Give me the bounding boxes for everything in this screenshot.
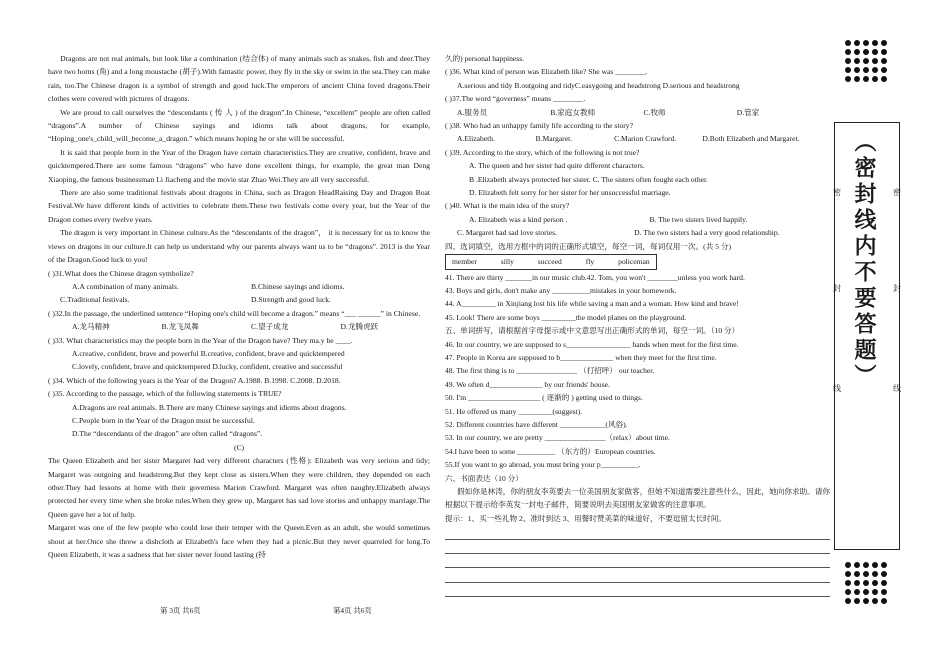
q38-option-d: D.Both Elizabeth and Margaret. bbox=[702, 134, 800, 144]
question-51: 51. He offered us many _________(suggest). bbox=[445, 406, 583, 416]
registration-dots-bottom bbox=[845, 562, 889, 604]
question-39: ( )39. According to the story, which of the following is not true? bbox=[445, 147, 640, 157]
question-31-options-row-1 bbox=[48, 280, 430, 293]
q38-option-c: C.Marion Crawford. bbox=[614, 134, 677, 144]
passage-b-paragraph-2: We are proud to call ourselves the “descendants ( 传 人 ) of the dragon”.In Chinese, “excellent” people are often called “dragons”.A number of Chinese sayings and idioms talk about dragons, for example, “Hoping_one's_child_will_become_a_dragon.” which means hoping he or she will be successful. bbox=[48, 107, 430, 144]
question-54: 54.I have been to some __________ （东方的）European countries. bbox=[445, 446, 656, 456]
writing-hints: 提示：1、买一些礼物 2、准时到达 3、用餐时赞美菜的味道好，不要逗留太长时间。 bbox=[445, 513, 726, 523]
answer-line[interactable] bbox=[445, 541, 830, 554]
seal-char-mi-right: 密 bbox=[893, 188, 901, 197]
q40-options-row-1 bbox=[445, 213, 830, 226]
answer-line[interactable] bbox=[445, 555, 830, 568]
word-box-item: policeman bbox=[618, 257, 650, 267]
passage-c-continued: 久的) personal happiness. bbox=[445, 54, 525, 63]
q40-option-a: A. Elizabeth was a kind person . bbox=[469, 214, 568, 224]
section-c-heading: (C) bbox=[233, 442, 245, 452]
section-5-heading: 五、单词拼写，请根据首字母提示或中文意思写出正确形式的单词，每空一词。（10 分） bbox=[445, 326, 740, 336]
q35-option-c: C.People born in the Year of the Dragon must be successful. bbox=[72, 415, 255, 425]
question-41-42: 41. There are thirty _______in our music club.42. Tom, you won't ________unless you work hard. bbox=[445, 272, 745, 282]
answer-line[interactable] bbox=[445, 584, 830, 597]
question-45: 45. Look! There are some boys _________the model planes on the playground. bbox=[445, 312, 687, 322]
q37-option-d: D.管家 bbox=[736, 107, 760, 117]
seal-char-mi-left: 密 bbox=[833, 188, 841, 197]
q39-option-a: A. The queen and her sister had quite different characters. bbox=[469, 161, 645, 171]
q40-option-c: C. Margaret had sad love stories. bbox=[457, 228, 558, 238]
page-number-left: 第 3页 共6页 bbox=[160, 606, 201, 615]
word-box-item: silly bbox=[500, 257, 514, 267]
q39-option-d: D. Elizabeth felt sorry for her sister for her unsuccessful marriage. bbox=[469, 188, 671, 198]
q37-options bbox=[445, 106, 830, 119]
passage-c-paragraph-1: The Queen Elizabeth and her sister Margaret had very different characters (性格): Elizabeth was very serious and tidy; Margaret was outgoing and headstrong.But they kept close as sisters.When they were children, they depended on each other.They had lessons at home with their governess Marion Crawford. Margaret was often naughty.Elizabeth always protected her every time when she broke rules.When they grew up, Margaret has sad love stories and unhappy marriage.The Queen gave her a lot of help. bbox=[48, 456, 430, 519]
question-34: ( )34. Which of the following years is the Year of the Dragon? A.1988. B.1998. C.2008. D.2018. bbox=[48, 375, 341, 385]
seal-char-feng-left: 封 bbox=[833, 284, 841, 293]
q36-options: A.serious and tidy B.outgoing and tidyC.easygoing and headstrong D.serious and headstrong bbox=[457, 80, 740, 90]
q31-option-d: D.Strength and good luck. bbox=[251, 295, 331, 305]
seal-char-feng-right: 封 bbox=[893, 284, 901, 293]
section-6-heading: 六、书面表达（10 分） bbox=[445, 473, 523, 483]
question-38: ( )38. Who had an unhappy family life according to the story? bbox=[445, 121, 633, 131]
right-column bbox=[445, 52, 830, 597]
question-43: 43. Boys and girls, don't make any __________mistakes in your homework. bbox=[445, 285, 677, 295]
passage-b-paragraph-1: Dragons are not real animals, but look like a combination (结合体) of many animals such as snakes, fish and deer.They have two horns (角) and a long moustache (胡子).With fantastic power, they fly in the sky or swim in the sea.They can make rain, too.The Chinese dragon is a symbol of strength and good luck.The emperors of ancient China loved dragons.Their clothes were covered with pictures of dragons. bbox=[48, 54, 430, 104]
q37-option-b: B.家庭女教师 bbox=[550, 107, 596, 117]
q31-option-c: C.Traditional festivals. bbox=[60, 295, 130, 305]
page-number-right: 第4页 共6页 bbox=[333, 606, 372, 615]
question-55: 55.If you want to go abroad, you must bring your p__________. bbox=[445, 460, 641, 470]
writing-prompt: 假如你是林涛，你的朋友李英要去一位美国朋友家做客，但她不知道需要注意些什么，因此，她向你求助。请你根据以下提示给李英发一封电子邮件，简要说明去美国朋友家做客的注意事项。 bbox=[445, 487, 830, 510]
question-37: ( )37.The word “governess” means ________. bbox=[445, 94, 586, 104]
question-31-options-row-2 bbox=[48, 293, 430, 306]
question-33: ( )33. What characteristics may the people born in the Year of the Dragon have? They ma.y be ____. bbox=[48, 335, 353, 345]
question-36: ( )36. What kind of person was Elizabeth like? She was ________. bbox=[445, 67, 648, 77]
q32-option-c: C.望子成龙 bbox=[251, 322, 289, 332]
q40-option-b: B. The two sisters lived happily. bbox=[649, 214, 748, 224]
question-44: 44. A_________ in Xinjiang lost his life while saving a man and a woman. How kind and brave! bbox=[445, 299, 739, 309]
q39-options-bc: B .Elizabeth always protected her sister. C. The sisters often fought each other. bbox=[469, 174, 708, 184]
word-box bbox=[445, 254, 657, 269]
q35-option-d: D.The “descendants of the dragon” are often called “dragons”. bbox=[72, 429, 263, 439]
q32-option-b: B.龙飞凤舞 bbox=[161, 322, 199, 332]
q38-option-b: B.Margaret. bbox=[535, 134, 573, 144]
passage-b-paragraph-4: There are also some traditional festivals about dragons in China, such as Dragon HeadRaising Day and Dragon Boat Festival.We have different kinds of activities to celebrate them.These two festivals come every year, but the Year of the Dragon comes every twelve years. bbox=[48, 188, 430, 224]
seal-char-xian-left: 线 bbox=[833, 384, 841, 393]
question-46: 46. In our country, we are supposed to s_________________ hands when meet for the first time. bbox=[445, 339, 739, 349]
question-31: ( )31.What does the Chinese dragon symbolize? bbox=[48, 268, 194, 278]
answer-line[interactable] bbox=[445, 526, 830, 539]
q37-option-c: C.牧师 bbox=[643, 107, 666, 117]
question-35: ( )35. According to the passage, which of the following statements is TRUE? bbox=[48, 389, 282, 399]
word-box-item: fly bbox=[585, 257, 595, 267]
q38-options bbox=[445, 132, 830, 145]
section-4-heading: 四、选词填空，选用方框中的词的正确形式填空，每空一词，每词仅用一次。(共 5 分) bbox=[445, 241, 732, 251]
left-column bbox=[48, 52, 430, 561]
word-box-item: succeed bbox=[537, 257, 562, 267]
passage-b-paragraph-3: It is said that people born in the Year of the Dragon have certain characteristics.They are creative, confident, brave and quicktempered.There are some famous “dragons” who have done excellent things, for example, the great man Deng Xiaoping, the famous businessman Li Jiacheng and the movie star Zhao Wei.They are all very successful. bbox=[48, 147, 430, 184]
q40-option-d: D. The two sisters had a very good relationship. bbox=[634, 228, 780, 238]
question-52: 52. Different countries have different ____________(风俗). bbox=[445, 419, 628, 429]
question-49: 49. We often d______________ by our friends' house. bbox=[445, 379, 610, 389]
q33-options-cd: C.lovely, confident, brave and quicktempered D.lucky, confident, creative and successful bbox=[72, 362, 343, 372]
question-32-options bbox=[48, 320, 430, 333]
q38-option-a: A.Elizabeth. bbox=[457, 134, 495, 144]
q32-option-d: D.龙腾虎跃 bbox=[340, 322, 379, 332]
question-50: 50. I'm ___________________ ( 逐渐的 ) getting used to things. bbox=[445, 393, 643, 403]
passage-b-paragraph-5: The dragon is very important in Chinese culture.As the “descendants of the dragon”， it is necessary for us to know the views on dragons in our culture.It can help us understand why our parents always want us to be “dragons”. 2013 is the Year of the Dragon.Good luck to you! bbox=[48, 228, 430, 265]
question-48: 48. The first thing is to ________________ （打招呼） our teacher. bbox=[445, 366, 655, 376]
question-47: 47. People in Korea are supposed to b______________ when they meet for the first time. bbox=[445, 352, 717, 362]
q37-option-a: A.服务员 bbox=[457, 107, 488, 117]
q33-options-ab: A.creative, confident, brave and powerful B.creative, confident, brave and quicktempered bbox=[72, 348, 345, 358]
q40-options-row-2 bbox=[445, 226, 830, 239]
seal-char-xian-right: 线 bbox=[893, 384, 901, 393]
answer-line[interactable] bbox=[445, 569, 830, 582]
question-40: ( )40. What is the main idea of the story? bbox=[445, 201, 570, 211]
seal-title: （密封线内不要答题） bbox=[852, 130, 877, 390]
question-32: ( )32.In the passage, the underlined sentence “Hoping one's child will become a dragon.” means “___ ______” in Chinese. bbox=[48, 308, 421, 318]
q31-option-a: A.A combination of many animals. bbox=[72, 281, 179, 291]
q31-option-b: B.Chinese sayings and idioms. bbox=[251, 281, 345, 291]
passage-c-paragraph-2: Margaret was one of the few people who could lose their temper with the Queen.Even as an adult, she would sometimes shout at her.Once she threw a dishcloth at Elizabeth's face when they had a picnic.But they never quarreled for long.To Queen Elizabeth, it was a sadness that her sister never found lasting (持 bbox=[48, 523, 430, 560]
question-53: 53. In our country, we are pretty ________________（relax）about time. bbox=[445, 433, 670, 443]
q32-option-a: A.龙马精神 bbox=[72, 322, 110, 332]
word-box-item: member bbox=[452, 257, 477, 267]
q35-options-ab: A.Dragons are real animals. B.There are many Chinese sayings and idioms about dragons. bbox=[72, 402, 347, 412]
registration-dots-top bbox=[845, 40, 889, 82]
